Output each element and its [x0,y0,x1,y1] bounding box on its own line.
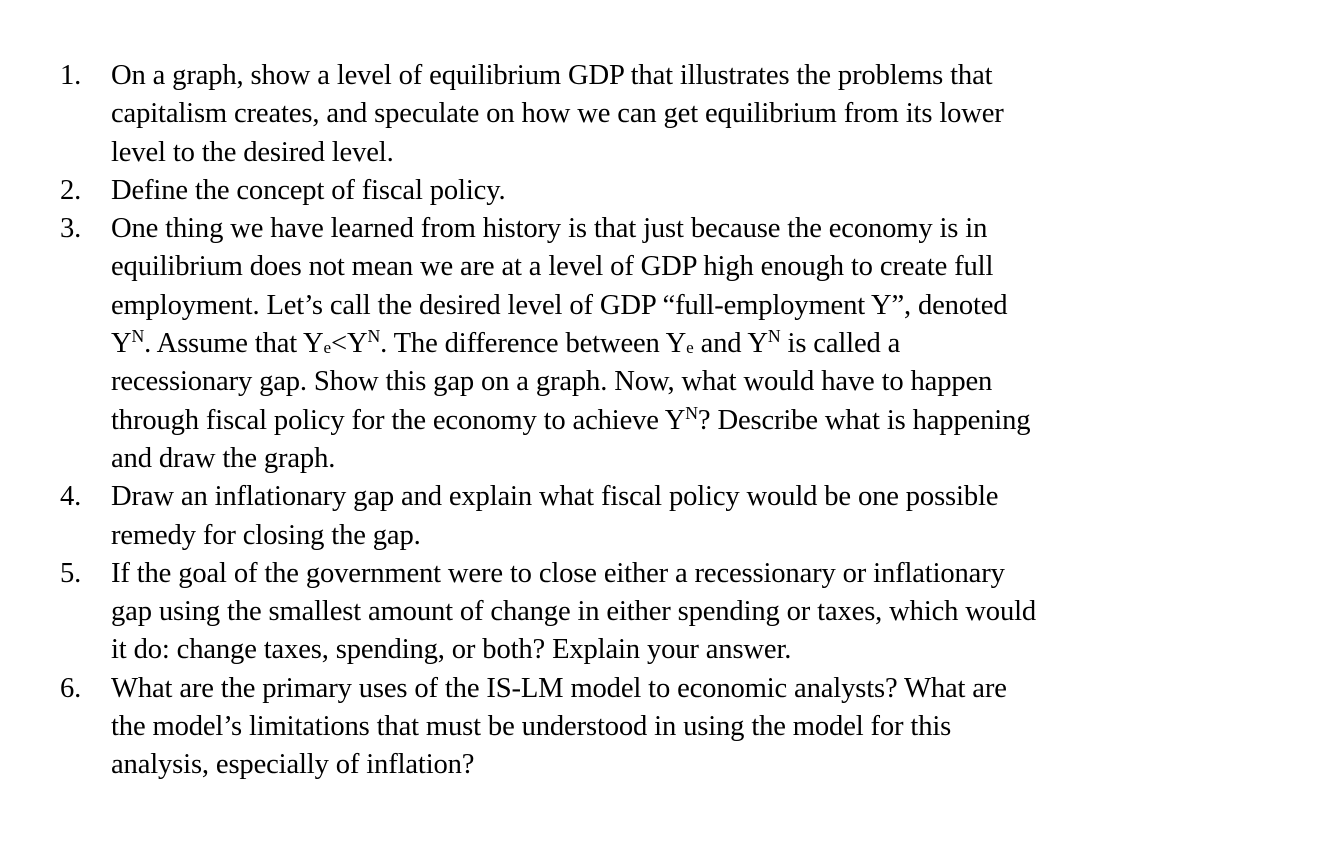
question-line: Define the concept of fiscal policy. [111,174,506,206]
text-segment: <Y [331,328,368,360]
question-line: and draw the graph. [111,442,336,474]
question-line: equilibrium does not mean we are at a level of GDP high enough to create full [111,251,994,283]
subscript: e [686,337,694,357]
question-line: level to the desired level. [111,136,394,168]
question-line: If the goal of the government were to close either a recessionary or inflationary [111,557,1005,589]
question-1 [0,57,1221,172]
question-line: the model’s limitations that must be understood in using the model for this [111,711,952,743]
question-line: capitalism creates, and speculate on how we can get equilibrium from its lower [111,98,1004,130]
text-segment: . The difference between Y [380,328,687,360]
question-line: What are the primary uses of the IS-LM model to economic analysts? What are [111,672,1007,704]
text-segment: ? Describe what is happening [697,404,1031,436]
question-line: On a graph, show a level of equilibrium GDP that illustrates the problems that [111,60,993,91]
question-line: employment. Let’s call the desired level of GDP “full-employment Y”, denoted [111,289,1008,321]
text-segment: . Assume that Y [144,328,324,360]
superscript: N [685,402,698,423]
text-segment: and Y [693,328,768,360]
question-line-formula [111,325,1221,363]
superscript: N [767,326,781,347]
question-line: recessionary gap. Show this gap on a graph. Now, what would have to happen [111,366,993,398]
question-list [0,57,1334,785]
question-line: gap using the smallest amount of change in either spending or taxes, which would [111,596,1037,628]
question-2 [0,172,1221,210]
question-number: 2. [60,174,82,206]
question-number: 4. [60,481,82,513]
question-line: Draw an inflationary gap and explain what fiscal policy would be one possible [111,481,999,513]
text-segment: through fiscal policy for the economy to achieve Y [111,404,686,436]
question-4 [0,478,1221,555]
question-line: remedy for closing the gap. [111,519,421,551]
question-line: analysis, especially of inflation? [111,749,475,781]
question-line: it do: change taxes, spending, or both? Explain your answer. [111,634,792,666]
question-6 [0,670,1221,785]
question-number: 1. [60,60,82,91]
text-segment: Y [111,328,132,360]
question-number: 5. [60,557,82,589]
superscript: N [367,326,381,347]
text-segment: is called a [780,328,901,360]
question-number: 6. [60,672,82,704]
superscript: N [131,326,145,347]
subscript: e [323,337,331,357]
question-5 [0,555,1221,670]
question-number: 3. [60,213,82,245]
question-line-formula [111,402,1221,440]
question-3 [0,210,1221,478]
question-line: One thing we have learned from history is that just because the economy is in [111,213,988,245]
